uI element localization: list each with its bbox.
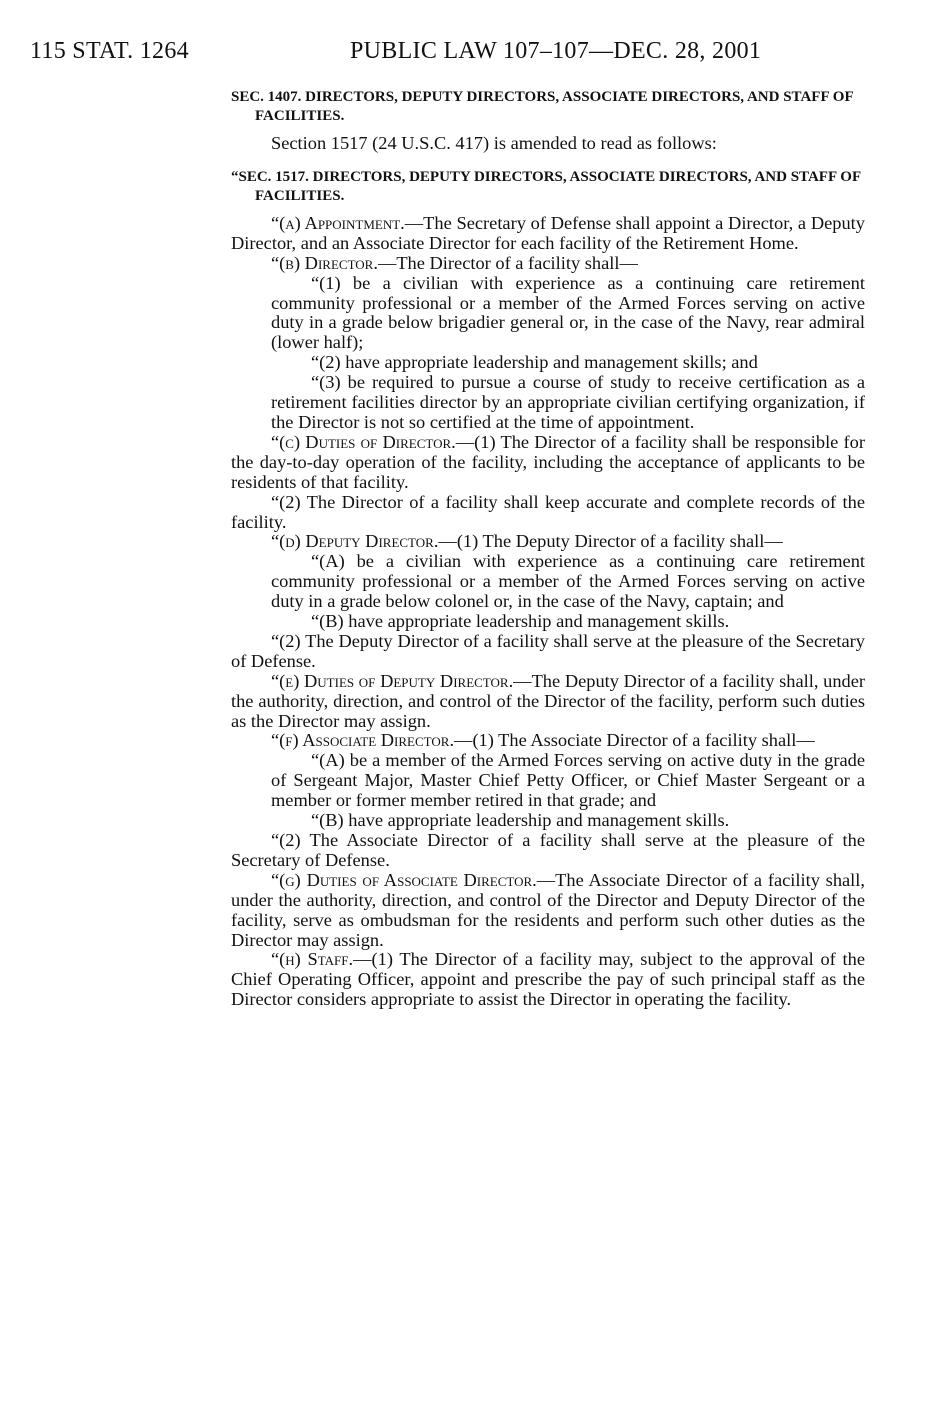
paragraph-e-heading: “(e) Duties of Deputy Director. bbox=[271, 670, 514, 691]
amendment-instruction: Section 1517 (24 U.S.C. 417) is amended to read as follows: bbox=[271, 133, 717, 153]
paragraph-b-3: “(3) be required to pursue a course of study to receive certification as a retirement facilities director by an appropriate civilian certifying organization, if the Director is not so certified at the time of appointment. bbox=[271, 372, 865, 432]
paragraph-c-heading: “(c) Duties of Director. bbox=[271, 431, 456, 452]
stat-page-number: 115 STAT. 1264 bbox=[30, 38, 189, 64]
paragraph-e bbox=[231, 672, 865, 732]
paragraph-a-heading: “(a) Appointment. bbox=[271, 212, 405, 233]
paragraph-g-heading: “(g) Duties of Associate Director. bbox=[271, 869, 537, 890]
paragraph-c bbox=[231, 433, 865, 493]
paragraph-e-text: —The Deputy Director of a facility shall, under the authority, direction, and control of the Director of the facility, perform such duties as the Director may assign. bbox=[231, 670, 865, 731]
paragraph-f-B: “(B) have appropriate leadership and management skills. bbox=[311, 810, 730, 831]
paragraph-d bbox=[231, 532, 865, 552]
page-header bbox=[30, 38, 910, 72]
paragraph-f-A: “(A) be a member of the Armed Forces serving on active duty in the grade of Sergeant Major, Master Chief Petty Officer, or Chief Master Sergeant or a member or former member retired in that grade; and bbox=[271, 750, 865, 811]
paragraph-f-heading: “(f) Associate Director. bbox=[271, 730, 455, 751]
paragraph-f-2: “(2) The Associate Director of a facility shall serve at the pleasure of the Secretary of Defense. bbox=[231, 830, 865, 870]
paragraph-d-A: “(A) be a civilian with experience as a continuing care retirement community professional or a member of the Armed Forces serving on active duty in a grade below colonel or, in the case of the Navy, captain; and bbox=[271, 551, 865, 612]
paragraph-b bbox=[231, 254, 865, 274]
paragraph-g bbox=[231, 871, 865, 951]
paragraph-f-text: —(1) The Associate Director of a facility shall— bbox=[454, 730, 815, 751]
paragraph-b-text: —The Director of a facility shall— bbox=[377, 252, 638, 273]
paragraph-c-text: —(1) The Director of a facility shall be responsible for the day-to-day operation of the facility, including the acceptance of applicants to be residents of that facility. bbox=[231, 431, 866, 492]
paragraph-a bbox=[231, 214, 865, 254]
paragraph-b-heading: “(b) Director. bbox=[271, 252, 378, 273]
paragraph-h-text: —(1) The Director of a facility may, subject to the approval of the Chief Operating Officer, appoint and prescribe the pay of such principal staff as the Director considers appropriate to assist the Director in operating the facility. bbox=[231, 949, 865, 1010]
paragraph-d-text: —(1) The Deputy Director of a facility shall— bbox=[438, 531, 783, 552]
paragraph-a-text: —The Secretary of Defense shall appoint a Director, a Deputy Director, and an Associate Director for each facility of the Retirement Home. bbox=[231, 212, 865, 253]
public-law-citation: PUBLIC LAW 107–107—DEC. 28, 2001 bbox=[350, 38, 762, 64]
paragraph-f bbox=[231, 731, 865, 751]
paragraph-d-B: “(B) have appropriate leadership and management skills. bbox=[311, 611, 730, 632]
paragraph-b-1: “(1) be a civilian with experience as a continuing care retirement community professional or a member of the Armed Forces serving on active duty in a grade below brigadier general or, in the case of the Navy, rear admiral (lower half); bbox=[271, 272, 865, 353]
document-body bbox=[231, 88, 865, 1010]
paragraph-h-heading: “(h) Staff. bbox=[271, 949, 354, 970]
paragraph-d-heading: “(d) Deputy Director. bbox=[271, 531, 439, 552]
section-1517-heading: “SEC. 1517. DIRECTORS, DEPUTY DIRECTORS, ASSOCIATE DIRECTORS, AND STAFF OF FACILITIES. bbox=[231, 168, 861, 204]
paragraph-c-2: “(2) The Director of a facility shall keep accurate and complete records of the facility. bbox=[231, 491, 865, 532]
paragraph-g-text: —The Associate Director of a facility shall, under the authority, direction, and control of the Director and Deputy Director of the facility, serve as ombudsman for the residents and perform such other duties as the Director may assign. bbox=[231, 869, 865, 950]
section-1407-heading: SEC. 1407. DIRECTORS, DEPUTY DIRECTORS, ASSOCIATE DIRECTORS, AND STAFF OF FACILITIES. bbox=[231, 89, 854, 124]
paragraph-b-2: “(2) have appropriate leadership and management skills; and bbox=[311, 352, 758, 373]
paragraph-h bbox=[231, 950, 865, 1010]
paragraph-d-2: “(2) The Deputy Director of a facility shall serve at the pleasure of the Secretary of Defense. bbox=[231, 630, 865, 671]
